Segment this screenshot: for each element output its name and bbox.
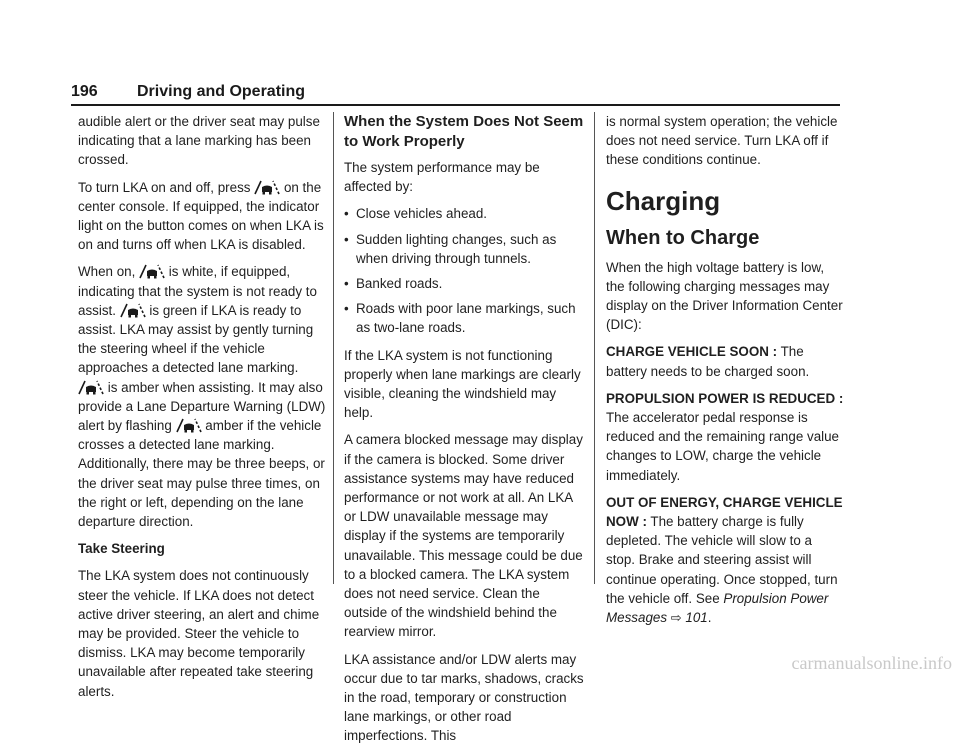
paragraph: is normal system operation; the vehicle does not need service. Turn LKA off if these conditions continue. — [606, 114, 838, 168]
page-reference-icon: ⇨ — [670, 610, 682, 626]
message-label: CHARGE VEHICLE SOON : — [606, 344, 778, 360]
lane-keep-assist-icon — [78, 379, 104, 395]
bullet-icon: • — [344, 231, 349, 247]
paragraph: If the LKA system is not functioning properly when lane markings are clearly visible, cleaning the windshield may help. — [344, 347, 581, 421]
lane-keep-assist-icon — [176, 417, 202, 433]
list-item: • Roads with poor lane markings, such as two-lane roads. — [344, 301, 576, 336]
paragraph: A camera blocked message may display if the camera is blocked. Some driver assistance systems may have reduced performance or not work at all. An LKA or LDW unavailable message may display if the systems are temporarily unavailable. This message could be due to a blocked camera. The LKA system does not need service. Clean the outside of the windshield behind the rearview mirror. — [344, 432, 583, 640]
column-1 — [78, 112, 328, 709]
message-entry: PROPULSION POWER IS REDUCED : The accelerator pedal response is reduced and the remaining range value changes to LOW, charge the vehicle immediately. — [606, 390, 844, 483]
message-label: PROPULSION POWER IS REDUCED : — [606, 390, 844, 406]
message-label: OUT OF ENERGY, CHARGE VEHICLE NOW : — [606, 494, 843, 530]
page-header — [71, 83, 840, 105]
section-title: Driving and Operating — [137, 83, 306, 100]
paragraph: When the high voltage battery is low, the following charging messages may display on the Driver Information Center (DIC): — [606, 259, 843, 333]
bullet-list — [344, 204, 586, 337]
section-heading: When to Charge — [606, 226, 760, 249]
subheading-take-steering: Take Steering — [78, 541, 165, 557]
column-divider — [594, 112, 595, 584]
lane-keep-assist-icon — [139, 263, 165, 279]
paragraph: The LKA system does not continuously steer the vehicle. If LKA does not detect active driver steering, an alert and chime may be provided. Steer the vehicle to dismiss. LKA may become temporarily unavailable after repeated take steering alerts. — [78, 568, 320, 699]
lane-keep-assist-icon — [120, 302, 146, 318]
list-item: • Close vehicles ahead. — [344, 204, 586, 223]
paragraph: audible alert or the driver seat may pulse indicating that a lane marking has been crossed. — [78, 114, 320, 168]
header-rule — [71, 104, 840, 106]
watermark: carmanualsonline.info — [791, 653, 952, 673]
cross-reference-link[interactable]: Propulsion Power Messages ⇨ 101 — [606, 590, 829, 626]
lane-keep-assist-icon — [254, 179, 280, 195]
column-divider — [333, 112, 334, 584]
bullet-icon: • — [344, 301, 349, 317]
message-entry: OUT OF ENERGY, CHARGE VEHICLE NOW : The battery charge is fully depleted. The vehicle will slow to a stop. Brake and steering assist will continue operating. Once stopped, turn the vehicle off. See Propulsion Power Messages ⇨ 101. — [606, 494, 843, 626]
bullet-icon: • — [344, 206, 349, 222]
chapter-heading: Charging — [606, 185, 721, 216]
list-item: • Sudden lighting changes, such as when driving through tunnels. — [344, 231, 557, 266]
list-item: • Banked roads. — [344, 274, 586, 293]
paragraph: LKA assistance and/or LDW alerts may occur due to tar marks, shadows, cracks in the road, temporary or construction lane markings, or other road imperfections. This — [344, 651, 584, 744]
page-number: 196 — [71, 83, 98, 100]
message-entry: CHARGE VEHICLE SOON : The battery needs to be charged soon. — [606, 344, 810, 379]
paragraph: When on, is white, if equipped, indicating that the system is not ready to assist. is green if LKA is ready to assist. LKA may assist by gently turning the steering wheel if the vehicle approaches a detected lane marking. is amber when assisting. It may also provide a Lane Departure Warning (LDW) alert by flashing amber if the vehicle crosses a detected lane marking. Additionally, there may be three beeps, or the driver seat may pulse three times, on the right or left, depending on the lane departure direction. — [78, 264, 326, 530]
bullet-icon: • — [344, 276, 349, 292]
paragraph: To turn LKA on and off, press on the center console. If equipped, the indicator light on the button comes on when LKA is on and turns off when LKA is disabled. — [78, 179, 324, 253]
paragraph: The system performance may be affected by: — [344, 160, 540, 195]
column-3 — [606, 112, 844, 635]
section-heading: When the System Does Not Seem to Work Properly — [344, 113, 584, 150]
column-2 — [344, 112, 586, 754]
